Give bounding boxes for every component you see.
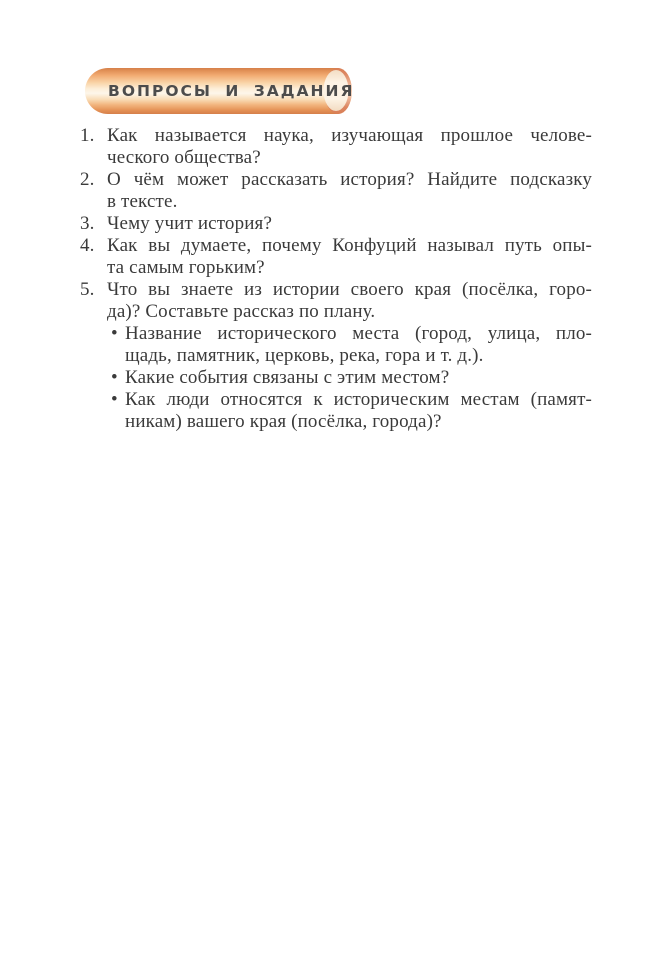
question-item (80, 235, 592, 279)
bullet-item (107, 389, 592, 433)
question-number: 3. (80, 213, 95, 234)
question-number: 2. (80, 169, 95, 190)
question-text-line: Как называется наука, изучающая прошлое челове- (107, 125, 592, 146)
questions-banner (85, 68, 355, 114)
question-content (107, 169, 592, 213)
questions-list (80, 125, 592, 433)
question-content (107, 279, 592, 433)
question-text-line: ческого общества? (107, 147, 261, 168)
question-item (80, 279, 592, 433)
bullet-content (125, 367, 592, 389)
question-text-line: Название исторического места (город, улица, пло- (125, 323, 592, 344)
question-content (107, 125, 592, 169)
question-content (107, 235, 592, 279)
question-item (80, 125, 592, 169)
question-text-line: Как вы думаете, почему Конфуций называл путь опы- (107, 235, 592, 256)
question-number: 1. (80, 125, 95, 146)
question-text-line: Какие события связаны с этим местом? (125, 367, 450, 388)
bullet-icon: • (111, 389, 118, 410)
bullet-icon: • (111, 367, 118, 388)
bullet-icon: • (111, 323, 118, 344)
question-number: 5. (80, 279, 95, 300)
question-text-line: Чему учит история? (107, 213, 273, 234)
bullet-content (125, 389, 592, 433)
question-number: 4. (80, 235, 95, 256)
bullet-item (107, 367, 592, 389)
question-text-line: щадь, памятник, церковь, река, гора и т. д.). (125, 345, 484, 366)
bullet-item (107, 323, 592, 367)
question-text-line: в тексте. (107, 191, 178, 212)
question-text-line: никам) вашего края (посёлка, города)? (125, 411, 442, 432)
question-content (107, 213, 592, 235)
question-item (80, 213, 592, 235)
question-text-line: та самым горьким? (107, 257, 265, 278)
banner-title: ВОПРОСЫ И ЗАДАНИЯ (108, 82, 355, 100)
question-text-line: да)? Составьте рассказ по плану. (107, 301, 376, 322)
question-text-line: Что вы знаете из истории своего края (посёлка, горо- (107, 279, 592, 300)
bullet-content (125, 323, 592, 367)
question-text-line: О чём может рассказать история? Найдите подсказку (107, 169, 592, 190)
question-item (80, 169, 592, 213)
question-text-line: Как люди относятся к историческим местам (памят- (125, 389, 592, 410)
